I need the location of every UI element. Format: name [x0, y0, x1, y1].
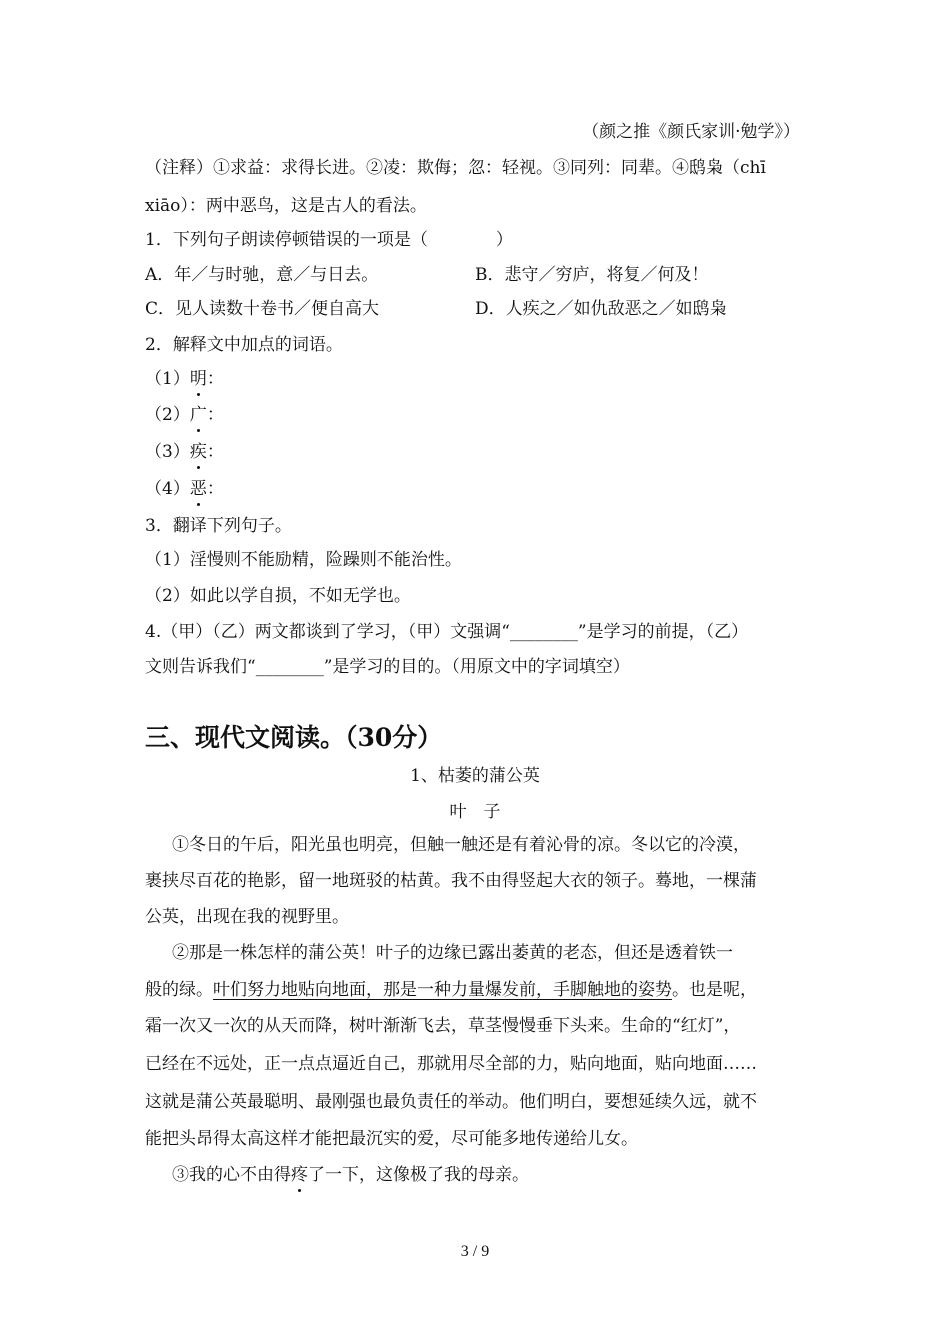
q2-item-colon: ： [206, 479, 224, 499]
paragraph-2-line-4: 已经在不远处，正一点点逼近自己，那就用尽全部的力，贴向地面，贴向地面…… [145, 1054, 757, 1074]
q1-options-row-2 [145, 298, 825, 320]
paragraph-2-line-3: 霜一次又一次的从天而降，树叶渐渐飞去，草茎慢慢垂下头来。生命的“红灯”， [145, 1016, 741, 1036]
q2-item-colon: ： [206, 369, 224, 389]
paragraph-1-line-1: ①冬日的午后，阳光虽也明亮，但触一触还是有着沁骨的凉。冬以它的冷漠， [172, 835, 750, 855]
dotted-word: 疼 [291, 1165, 308, 1185]
q1-option-b: B．悲守／穷庐，将复／何及！ [475, 265, 709, 285]
q2-item-3 [145, 441, 224, 463]
q2-item-colon: ： [206, 442, 224, 462]
q2-dotted-word: 疾 [189, 442, 207, 462]
q2-dotted-word: 明 [189, 369, 207, 389]
paragraph-text: 了一下，这像极了我的母亲。 [308, 1165, 529, 1185]
q2-item-colon: ： [206, 405, 224, 425]
q1-option-a: A．年／与时驰，意／与日去。 [145, 265, 379, 285]
article-author: 叶 子 [449, 802, 501, 822]
q1-options-row-1 [145, 264, 825, 286]
q1-option-c: C．见人读数十卷书／便自高大 [145, 299, 380, 319]
underlined-sentence: 叶们努力地贴向地面，那是一种力量爆发前，手脚触地的姿势 [213, 980, 672, 1000]
q2-item-4 [145, 478, 224, 500]
q2-item-number: （3） [145, 442, 190, 462]
page-number: 3 / 9 [460, 1243, 490, 1260]
notes-line-2: xiāo）：两中恶鸟，这是古人的看法。 [145, 196, 427, 216]
q2-item-1 [145, 368, 224, 390]
q2-item-number: （2） [145, 405, 190, 425]
paragraph-text: ③我的心不由得 [172, 1165, 291, 1185]
paragraph-text: 。也是呢， [672, 980, 757, 1000]
source-citation: （颜之推《颜氏家训·勉学》） [582, 122, 800, 142]
section-heading: 三、现代文阅读。（30分） [145, 723, 443, 752]
q3-sentence-2: （2）如此以学自损，不如无学也。 [145, 586, 411, 606]
q2-item-number: （1） [145, 369, 190, 389]
notes-line-1: （注释）①求益：求得长进。②凌：欺侮；忽：轻视。③同列：同辈。④鸱枭（chī [145, 158, 766, 178]
paragraph-2-line-5: 这就是蒲公英最聪明、最刚强也最负责任的举动。他们明白，要想延续久远，就不 [145, 1092, 757, 1112]
q2-item-2 [145, 404, 224, 426]
q1-stem: 1．下列句子朗读停顿错误的一项是（ ） [145, 230, 513, 250]
q2-dotted-word: 广 [189, 405, 207, 425]
q4-line-1: 4.（甲）（乙）两文都谈到了学习，（甲）文强调“________”是学习的前提，（乙） [145, 622, 749, 642]
paragraph-3 [172, 1164, 529, 1186]
q3-sentence-1: （1）淫慢则不能励精，险躁则不能治性。 [145, 550, 462, 570]
article-title: 1、枯萎的蒲公英 [410, 766, 540, 786]
q2-item-number: （4） [145, 479, 190, 499]
paragraph-2-line-1: ②那是一株怎样的蒲公英！叶子的边缘已露出萎黄的老态，但还是透着铁一 [172, 943, 733, 963]
q2-dotted-word: 恶 [189, 479, 207, 499]
q1-option-d: D．人疾之／如仇敌恶之／如鸱枭 [475, 299, 727, 319]
paragraph-2-line-6: 能把头昂得太高这样才能把最沉实的爱，尽可能多地传递给儿女。 [145, 1129, 638, 1149]
paragraph-1-line-3: 公英，出现在我的视野里。 [145, 907, 349, 927]
q2-stem: 2．解释文中加点的词语。 [145, 335, 343, 355]
paragraph-2-line-2 [145, 979, 757, 1001]
paragraph-text: 般的绿。 [145, 980, 213, 1000]
q4-line-2: 文则告诉我们“________”是学习的目的。（用原文中的字词填空） [145, 657, 630, 677]
q3-stem: 3．翻译下列句子。 [145, 516, 292, 536]
paragraph-1-line-2: 裹挟尽百花的艳影，留一地斑驳的枯黄。我不由得竖起大衣的领子。蓦地，一棵蒲 [145, 871, 757, 891]
